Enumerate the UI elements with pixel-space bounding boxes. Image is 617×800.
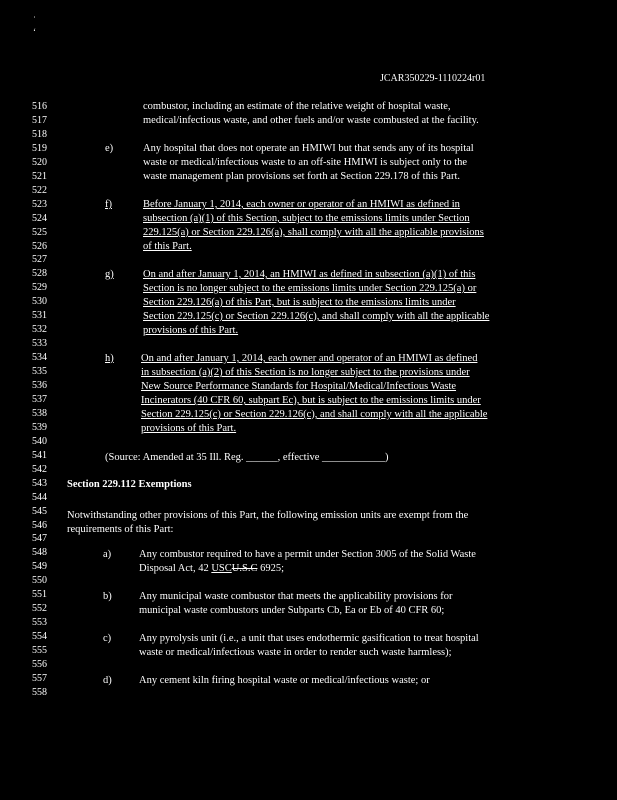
line-number: 522 [32, 184, 47, 196]
line-number: 547 [32, 533, 47, 545]
item-a-pre: Disposal Act, 42 [139, 563, 212, 574]
item-label-a: a) [103, 549, 112, 560]
item-a-text [139, 562, 284, 576]
item-label-h: h) [105, 353, 114, 364]
line-number: 524 [32, 212, 47, 224]
item-label-f: f) [105, 199, 112, 210]
line-number: 529 [32, 282, 47, 294]
continued-text-line: combustor, including an estimate of the relative weight of hospital waste, [143, 101, 451, 112]
line-number: 544 [32, 491, 47, 503]
line-number: 550 [32, 575, 47, 587]
line-number: 545 [32, 505, 47, 517]
section-heading: Section 229.112 Exemptions [67, 479, 192, 490]
line-number: 546 [32, 519, 47, 531]
continued-text-line: medical/infectious waste, and other fuels and/or waste combusted at the facility. [143, 115, 479, 126]
line-number: 549 [32, 561, 47, 573]
intro-text: Notwithstanding other provisions of this Part, the following emission units are exempt from the [67, 510, 469, 521]
item-h-text: Incinerators (40 CFR 60, subpart Ec), but is subject to the emissions limits under [141, 395, 481, 406]
scan-marks: ˙ ‘ [33, 15, 36, 37]
item-e-text: Any hospital that does not operate an HMIWI but that sends any of its hospital [143, 143, 474, 154]
line-number: 558 [32, 686, 47, 698]
line-number: 521 [32, 170, 47, 182]
line-number: 555 [32, 645, 47, 657]
item-b-text: municipal waste combustors under Subparts Cb, Ea or Eb of 40 CFR 60; [139, 605, 445, 616]
line-number: 541 [32, 449, 47, 461]
item-f-text: of this Part. [143, 241, 192, 252]
line-number: 520 [32, 156, 47, 168]
line-number: 532 [32, 324, 47, 336]
item-a-text: Any combustor required to have a permit under Section 3005 of the Solid Waste [139, 549, 476, 560]
line-number: 527 [32, 254, 47, 266]
line-number: 525 [32, 226, 47, 238]
item-label-b: b) [103, 591, 112, 602]
item-f-text: subsection (a)(1) of this Section, subject to the emissions limits under Section [143, 213, 470, 224]
line-number: 539 [32, 421, 47, 433]
item-a-post: 6925; [257, 563, 285, 574]
deleted-text: U.S.C [231, 563, 258, 574]
item-h-text: On and after January 1, 2014, each owner and operator of an HMIWI as defined [141, 353, 478, 364]
item-e-text: waste or medical/infectious waste to an off-site HMIWI is subject only to the [143, 157, 468, 168]
line-number: 531 [32, 310, 47, 322]
source-note: (Source: Amended at 35 Ill. Reg. ______, effective ____________) [105, 452, 389, 463]
line-number: 551 [32, 589, 47, 601]
item-h-text: in subsection (a)(2) of this Section is no longer subject to the provisions under [141, 367, 470, 378]
line-number: 548 [32, 547, 47, 559]
line-number: 523 [32, 198, 47, 210]
line-number: 552 [32, 603, 47, 615]
line-number: 534 [32, 352, 47, 364]
line-number: 538 [32, 407, 47, 419]
item-h-text: Section 229.125(c) or Section 229.126(c), and shall comply with all the applicable [141, 409, 488, 420]
line-number: 543 [32, 477, 47, 489]
line-number: 526 [32, 240, 47, 252]
item-label-c: c) [103, 633, 112, 644]
line-number: 528 [32, 268, 47, 280]
line-number: 536 [32, 380, 47, 391]
line-number: 554 [32, 631, 47, 643]
item-g-text: On and after January 1, 2014, an HMIWI as defined in subsection (a)(1) of this [143, 269, 476, 280]
line-number: 519 [32, 142, 47, 154]
line-number: 556 [32, 659, 47, 670]
inserted-text: USC [211, 563, 232, 574]
line-number: 533 [32, 338, 47, 350]
line-number: 553 [32, 617, 47, 629]
line-number: 516 [32, 101, 47, 112]
line-number: 542 [32, 463, 47, 475]
item-h-text: provisions of this Part. [141, 423, 237, 434]
item-h-text: New Source Performance Standards for Hospital/Medical/Infectious Waste [141, 381, 457, 392]
line-number: 557 [32, 672, 47, 684]
item-c-text: waste or medical/infectious waste in order to render such waste harmless); [139, 647, 452, 658]
line-number: 530 [32, 296, 47, 308]
item-g-text: provisions of this Part. [143, 325, 239, 336]
item-e-text: waste management plan provisions set forth at Section 229.178 of this Part. [143, 171, 460, 182]
line-number: 535 [32, 366, 47, 378]
line-number: 537 [32, 393, 47, 405]
item-f-text: Before January 1, 2014, each owner or operator of an HMIWI as defined in [143, 199, 460, 210]
item-label-e: e) [105, 143, 114, 154]
intro-text: requirements of this Part: [67, 524, 174, 535]
item-label-d: d) [103, 675, 112, 686]
line-number: 517 [32, 114, 47, 126]
line-number: 518 [32, 128, 47, 140]
item-g-text: Section 229.125(c) or Section 229.126(c), and shall comply with all the applicable [143, 311, 490, 322]
item-label-g: g) [105, 269, 114, 280]
item-g-text: Section 229.126(a) of this Part, but is subject to the emissions limits under [143, 297, 456, 308]
document-id-header: JCAR350229-1110224r01 [380, 73, 486, 84]
item-f-text: 229.125(a) or Section 229.126(a), shall comply with all the applicable provisions [143, 227, 484, 238]
line-number: 540 [32, 435, 47, 447]
item-b-text: Any municipal waste combustor that meets the applicability provisions for [139, 591, 453, 602]
item-c-text: Any pyrolysis unit (i.e., a unit that uses endothermic gasification to treat hospital [139, 633, 479, 644]
item-g-text: Section is no longer subject to the emissions limits under Section 229.125(a) or [143, 283, 477, 294]
item-d-text: Any cement kiln firing hospital waste or medical/infectious waste; or [139, 675, 430, 686]
